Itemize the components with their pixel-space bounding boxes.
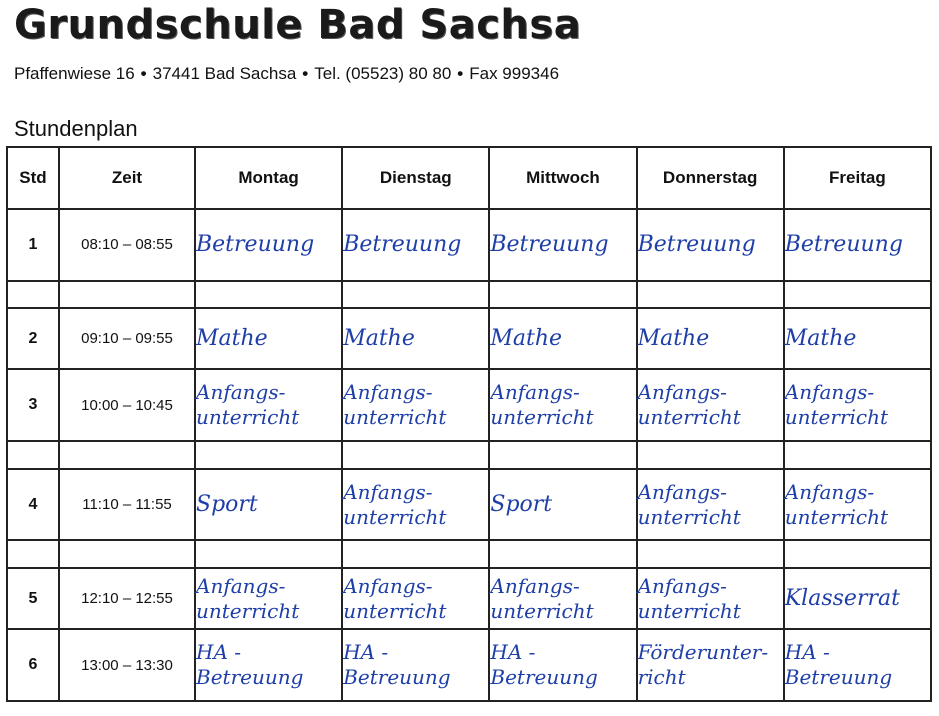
lesson-number: 6	[7, 629, 59, 701]
timetable	[6, 146, 932, 702]
lesson-subject: Betreuung	[195, 209, 342, 281]
address-fax: Fax 999346	[469, 64, 560, 83]
break-cell	[59, 281, 195, 308]
header-day: Dienstag	[342, 147, 489, 209]
break-cell	[342, 281, 489, 308]
lesson-subject: Mathe	[342, 308, 489, 369]
lesson-number: 3	[7, 369, 59, 441]
break-row	[7, 441, 931, 468]
timetable-body	[7, 209, 931, 701]
break-cell	[342, 540, 489, 567]
break-cell	[195, 281, 342, 308]
lesson-number: 2	[7, 308, 59, 369]
break-cell	[195, 540, 342, 567]
table-row	[7, 308, 931, 369]
lesson-subject: Anfangs- unterricht	[489, 568, 636, 629]
lesson-time: 09:10 – 09:55	[59, 308, 195, 369]
header-day: Montag	[195, 147, 342, 209]
break-cell	[59, 540, 195, 567]
address-phone: Tel. (05523) 80 80	[314, 64, 452, 83]
lesson-time: 12:10 – 12:55	[59, 568, 195, 629]
header-std: Std	[7, 147, 59, 209]
table-row	[7, 629, 931, 701]
lesson-subject: Betreuung	[637, 209, 784, 281]
lesson-subject: Anfangs- unterricht	[637, 369, 784, 441]
lesson-subject: Anfangs- unterricht	[637, 568, 784, 629]
break-cell	[59, 441, 195, 468]
break-cell	[637, 540, 784, 567]
break-cell	[784, 540, 931, 567]
lesson-number: 5	[7, 568, 59, 629]
lesson-subject: Mathe	[489, 308, 636, 369]
break-cell	[7, 441, 59, 468]
break-cell	[637, 441, 784, 468]
break-cell	[784, 281, 931, 308]
table-row	[7, 469, 931, 541]
table-row	[7, 568, 931, 629]
lesson-subject: HA - Betreuung	[195, 629, 342, 701]
lesson-number: 4	[7, 469, 59, 541]
address-separator: •	[140, 64, 147, 83]
break-cell	[637, 281, 784, 308]
lesson-subject: HA - Betreuung	[489, 629, 636, 701]
address-street: Pfaffenwiese 16	[14, 64, 135, 83]
lesson-time: 08:10 – 08:55	[59, 209, 195, 281]
break-cell	[784, 441, 931, 468]
header-day: Donnerstag	[637, 147, 784, 209]
address-city: 37441 Bad Sachsa	[152, 64, 297, 83]
lesson-subject: Anfangs- unterricht	[784, 369, 931, 441]
lesson-subject: Förderunter- richt	[637, 629, 784, 701]
lesson-subject: Betreuung	[489, 209, 636, 281]
lesson-subject: Betreuung	[342, 209, 489, 281]
lesson-subject: Anfangs- unterricht	[637, 469, 784, 541]
header-zeit: Zeit	[59, 147, 195, 209]
table-row	[7, 369, 931, 441]
lesson-subject: Anfangs- unterricht	[342, 568, 489, 629]
lesson-subject: Anfangs- unterricht	[489, 369, 636, 441]
break-row	[7, 281, 931, 308]
timetable-title: Stundenplan	[14, 116, 138, 141]
lesson-subject: Anfangs- unterricht	[195, 369, 342, 441]
break-cell	[7, 281, 59, 308]
header-day: Mittwoch	[489, 147, 636, 209]
lesson-subject: Mathe	[195, 308, 342, 369]
lesson-subject: Anfangs- unterricht	[342, 369, 489, 441]
timetable-header-row	[7, 147, 931, 209]
lesson-time: 10:00 – 10:45	[59, 369, 195, 441]
address-separator: •	[457, 64, 464, 83]
lesson-time: 11:10 – 11:55	[59, 469, 195, 541]
break-row	[7, 540, 931, 567]
lesson-time: 13:00 – 13:30	[59, 629, 195, 701]
break-cell	[489, 441, 636, 468]
lesson-subject: Anfangs- unterricht	[195, 568, 342, 629]
lesson-subject: Klasserrat	[784, 568, 931, 629]
lesson-subject: Anfangs- unterricht	[784, 469, 931, 541]
header-day: Freitag	[784, 147, 931, 209]
table-row	[7, 209, 931, 281]
school-address	[14, 64, 559, 84]
lesson-subject: HA - Betreuung	[342, 629, 489, 701]
address-separator: •	[302, 64, 309, 83]
lesson-subject: Betreuung	[784, 209, 931, 281]
break-cell	[7, 540, 59, 567]
lesson-subject: Sport	[489, 469, 636, 541]
lesson-number: 1	[7, 209, 59, 281]
lesson-subject: Mathe	[784, 308, 931, 369]
lesson-subject: Anfangs- unterricht	[342, 469, 489, 541]
break-cell	[489, 540, 636, 567]
lesson-subject: Mathe	[637, 308, 784, 369]
lesson-subject: HA - Betreuung	[784, 629, 931, 701]
break-cell	[342, 441, 489, 468]
school-name: Grundschule Bad Sachsa	[14, 2, 582, 48]
break-cell	[489, 281, 636, 308]
lesson-subject: Sport	[195, 469, 342, 541]
break-cell	[195, 441, 342, 468]
